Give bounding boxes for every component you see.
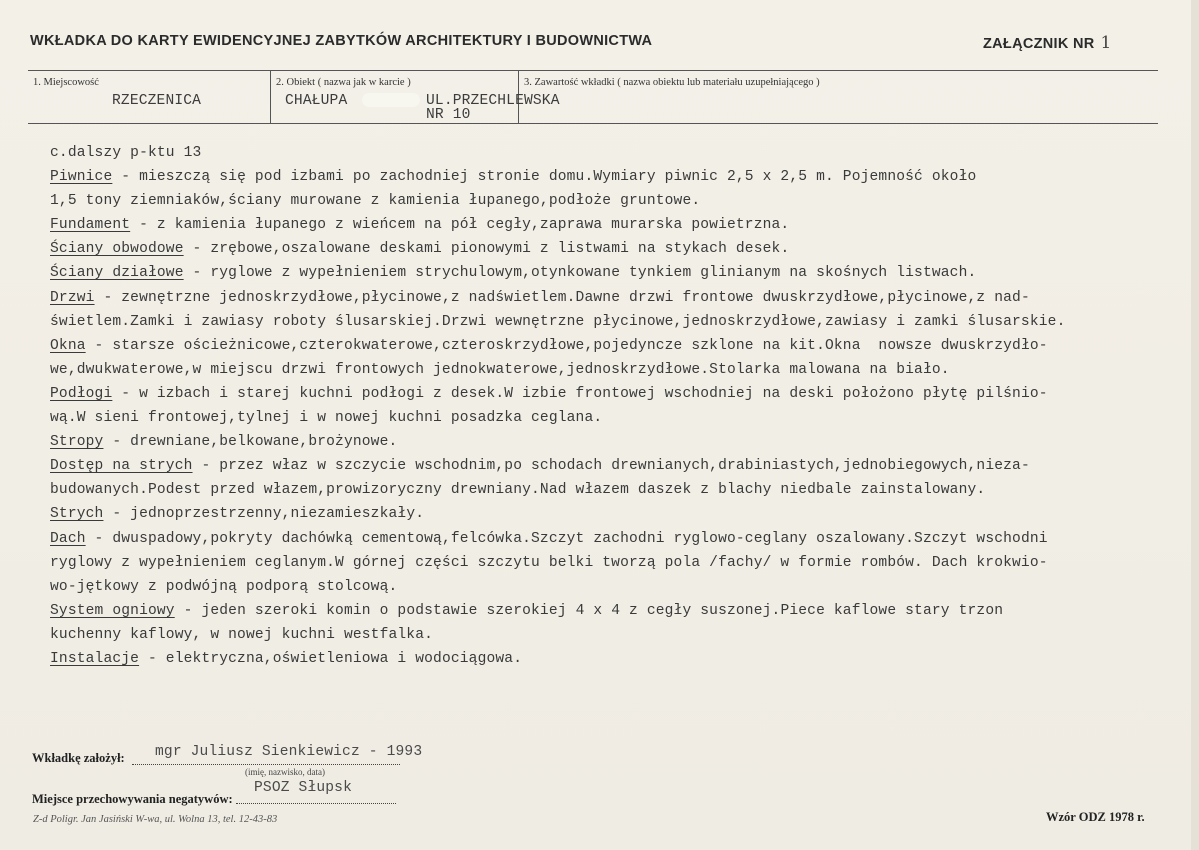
body-line: wo-jętkowy z podwójną podporą stolcową.: [50, 578, 398, 595]
field-1-value: RZECZENICA: [112, 93, 202, 109]
body-line: budowanych.Podest przed włazem,prowizoryczny drewniany.Nad włazem daszek z blachy niedbale zainstalowany.: [50, 482, 986, 499]
annex-number: 1: [1100, 33, 1112, 53]
form-pattern: Wzór ODZ 1978 r.: [1046, 810, 1145, 824]
form-title: WKŁADKA DO KARTY EWIDENCYJNEJ ZABYTKÓW ARCHITEKTURY I BUDOWNICTWA: [30, 33, 653, 49]
body-line: [50, 502, 1199, 526]
body-line: we,dwukwaterowe,w miejscu drzwi frontowych jednokwaterowe,jednoskrzydłowe.Stolarka malowana na biało.: [50, 361, 950, 378]
section-heading: Dostęp na strych: [50, 458, 193, 475]
section-text: - dwuspadowy,pokryty dachówką cementową,felcówka.Szczyt zachodni ryglowo-ceglany oszalowany.Szczyt wschodni: [85, 530, 1048, 547]
storage-dotted-line: [236, 803, 396, 804]
section-text: - starsze ościeżnicowe,czterokwaterowe,czteroskrzydłowe,pojedyncze szklone na kit.Okna nowsze dwuskrzydło-: [85, 337, 1048, 354]
section-heading: System ogniowy: [50, 602, 175, 619]
section-text: - jeden szeroki komin o podstawie szerokiej 4 x 4 z cegły suszonej.Piece kaflowe stary trzon: [174, 602, 1004, 619]
section-text: - zrębowe,oszalowane deskami pionowymi z listwami na stykach desek.: [183, 241, 790, 258]
body-line: [50, 286, 1199, 310]
body-line: kuchenny kaflowy, w nowej kuchni westfalka.: [50, 626, 434, 643]
section-heading: Okna: [50, 337, 86, 354]
header-bottom-rule: [28, 123, 1158, 124]
body-line: świetlem.Zamki i zawiasy roboty ślusarskiej.Drzwi wewnętrzne płycinowe,jednoskrzydłowe,zawiasy i zamki ślusarskie.: [50, 313, 1066, 330]
section-heading: Ściany działowe: [50, 265, 184, 282]
printer-imprint: Z-d Poligr. Jan Jasiński W-wa, ul. Wolna 13, tel. 12-43-83: [33, 814, 278, 825]
annex-text: ZAŁĄCZNIK NR: [983, 36, 1095, 52]
author-dotted-line: [132, 764, 400, 765]
body-line: [50, 599, 1199, 623]
field-divider-1: [270, 70, 271, 123]
field-2-value-object: CHAŁUPA: [285, 93, 348, 109]
field-3-label: 3. Zawartość wkładki ( nazwa obiektu lub materiału uzupełniającego ): [524, 77, 820, 88]
section-heading: Dach: [50, 530, 86, 547]
author-hint: (imię, nazwisko, data): [245, 767, 325, 777]
inventory-description: [50, 141, 1199, 671]
body-line: [50, 382, 1199, 406]
body-line: [50, 454, 1199, 478]
body-line: [50, 237, 1199, 261]
section-heading: Drzwi: [50, 289, 95, 306]
field-2-value-street: UL.PRZECHLEWSKA: [426, 93, 560, 109]
body-line: [50, 527, 1199, 551]
section-text: - jednoprzestrzenny,niezamieszkały.: [103, 506, 425, 523]
author-label: Wkładkę założył:: [32, 751, 125, 765]
section-heading: Instalacje: [50, 650, 140, 667]
body-line: [50, 430, 1199, 454]
body-line: wą.W sieni frontowej,tylnej i w nowej kuchni posadzka ceglana.: [50, 410, 603, 427]
section-heading: Fundament: [50, 217, 131, 234]
storage-value: PSOZ Słupsk: [254, 780, 352, 796]
section-text: - ryglowe z wypełnieniem strychulowym,otynkowane tynkiem glinianym na skośnych listwach.: [183, 265, 977, 282]
continuation-line: c.dalszy p-ktu 13: [50, 145, 202, 161]
annex-label: [983, 33, 1112, 53]
section-text: - zewnętrzne jednoskrzydłowe,płycinowe,z nadświetlem.Dawne drzwi frontowe dwuskrzydłowe,płycinowe,z nad-: [94, 289, 1030, 306]
field-2-label: 2. Obiekt ( nazwa jak w karcie ): [276, 77, 411, 88]
body-line: [50, 213, 1199, 237]
body-line: [50, 261, 1199, 285]
storage-label: Miejsce przechowywania negatywów:: [32, 792, 233, 806]
section-text: - drewniane,belkowane,brożynowe.: [103, 434, 398, 451]
section-text: - przez właz w szczycie wschodnim,po schodach drewnianych,drabiniastych,jednobiegowych,nieza-: [192, 458, 1030, 475]
section-text: - w izbach i starej kuchni podłogi z desek.W izbie frontowej wschodniej na deski położono płytę pilśnio-: [112, 385, 1048, 402]
body-line: [50, 165, 1199, 189]
body-line: 1,5 tony ziemniaków,ściany murowane z kamienia łupanego,podłoże gruntowe.: [50, 193, 701, 210]
correction-blot: [362, 93, 420, 107]
body-line: [50, 334, 1199, 358]
section-heading: Piwnice: [50, 169, 113, 186]
header-top-rule: [28, 70, 1158, 71]
author-value: mgr Juliusz Sienkiewicz - 1993: [155, 744, 423, 760]
section-heading: Ściany obwodowe: [50, 241, 184, 258]
field-1-label: 1. Miejscowość: [33, 77, 99, 88]
section-heading: Podłogi: [50, 385, 113, 402]
section-text: - mieszczą się pod izbami po zachodniej stronie domu.Wymiary piwnic 2,5 x 2,5 m. Pojemność około: [112, 169, 977, 186]
section-heading: Strych: [50, 506, 104, 523]
section-heading: Stropy: [50, 434, 104, 451]
body-line: [50, 647, 1199, 671]
section-text: - elektryczna,oświetleniowa i wodociągowa.: [139, 650, 523, 667]
field-2-value-number: NR 10: [426, 107, 471, 123]
section-text: - z kamienia łupanego z wieńcem na pół cegły,zaprawa murarska powietrzna.: [130, 217, 790, 234]
body-line: ryglowy z wypełnieniem ceglanym.W górnej części szczytu belki tworzą pola /fachy/ w formie rombów. Dach krokwio-: [50, 554, 1048, 571]
